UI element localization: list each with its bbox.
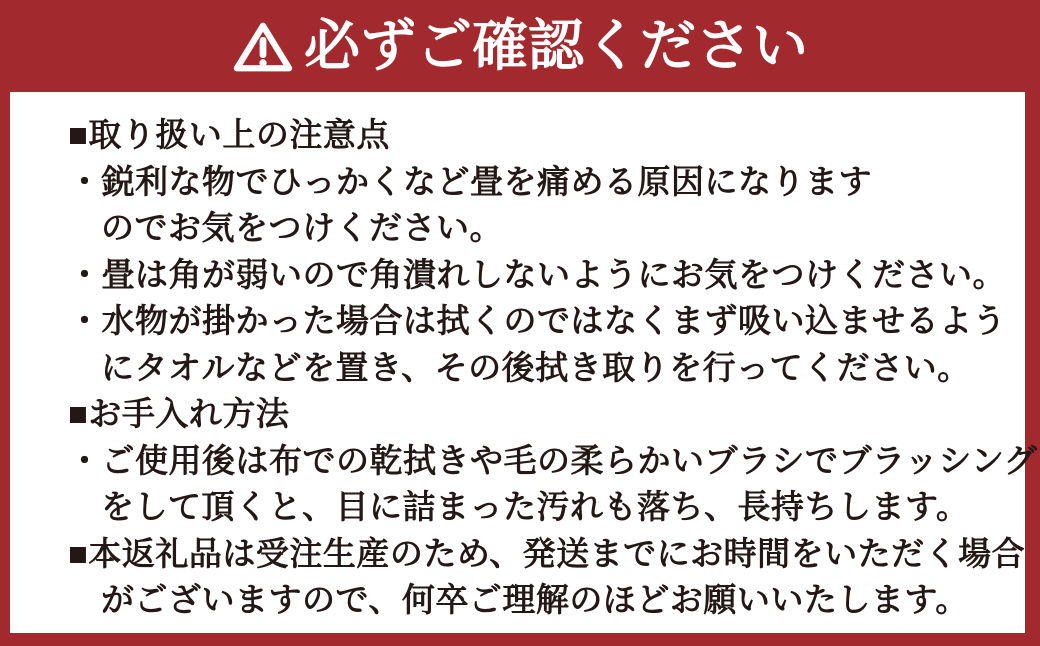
notice-line: ・ご使用後は布での乾拭きや毛の柔らかいブラシでブラッシング	[68, 441, 1038, 479]
warning-triangle-icon	[232, 19, 294, 75]
notice-line: ・鋭利な物でひっかくなど畳を痛める原因になります	[68, 162, 872, 200]
notice-line: ■取り扱い上の注意点	[68, 116, 390, 153]
notice-line: ・水物が掛かった場合は拭くのではなくまず吸い込ませるよう	[68, 302, 1006, 339]
notice-line: をして頂くと、目に詰まった汚れも落ち、長持ちします。	[101, 488, 970, 525]
notice-header	[0, 0, 1040, 92]
notice-text-block	[10, 92, 1038, 632]
notice-line: ■お手入れ方法	[68, 395, 290, 432]
notice-line: ■本返礼品は受注生産のため、発送までにお時間をいただく場合	[68, 534, 1026, 572]
notice-line: ・畳は角が弱いので角潰れしないようにお気をつけください。	[68, 255, 1006, 293]
notice-line: がございますので、何卒ご理解のほどお願いいたします。	[101, 581, 969, 618]
notice-panel	[10, 92, 1038, 633]
page-title: 必ずご確認ください	[304, 14, 808, 77]
notice-line: のでお気をつけください。	[101, 209, 503, 246]
notice-line: にタオルなどを置き、その後拭き取りを行ってください。	[101, 348, 971, 386]
